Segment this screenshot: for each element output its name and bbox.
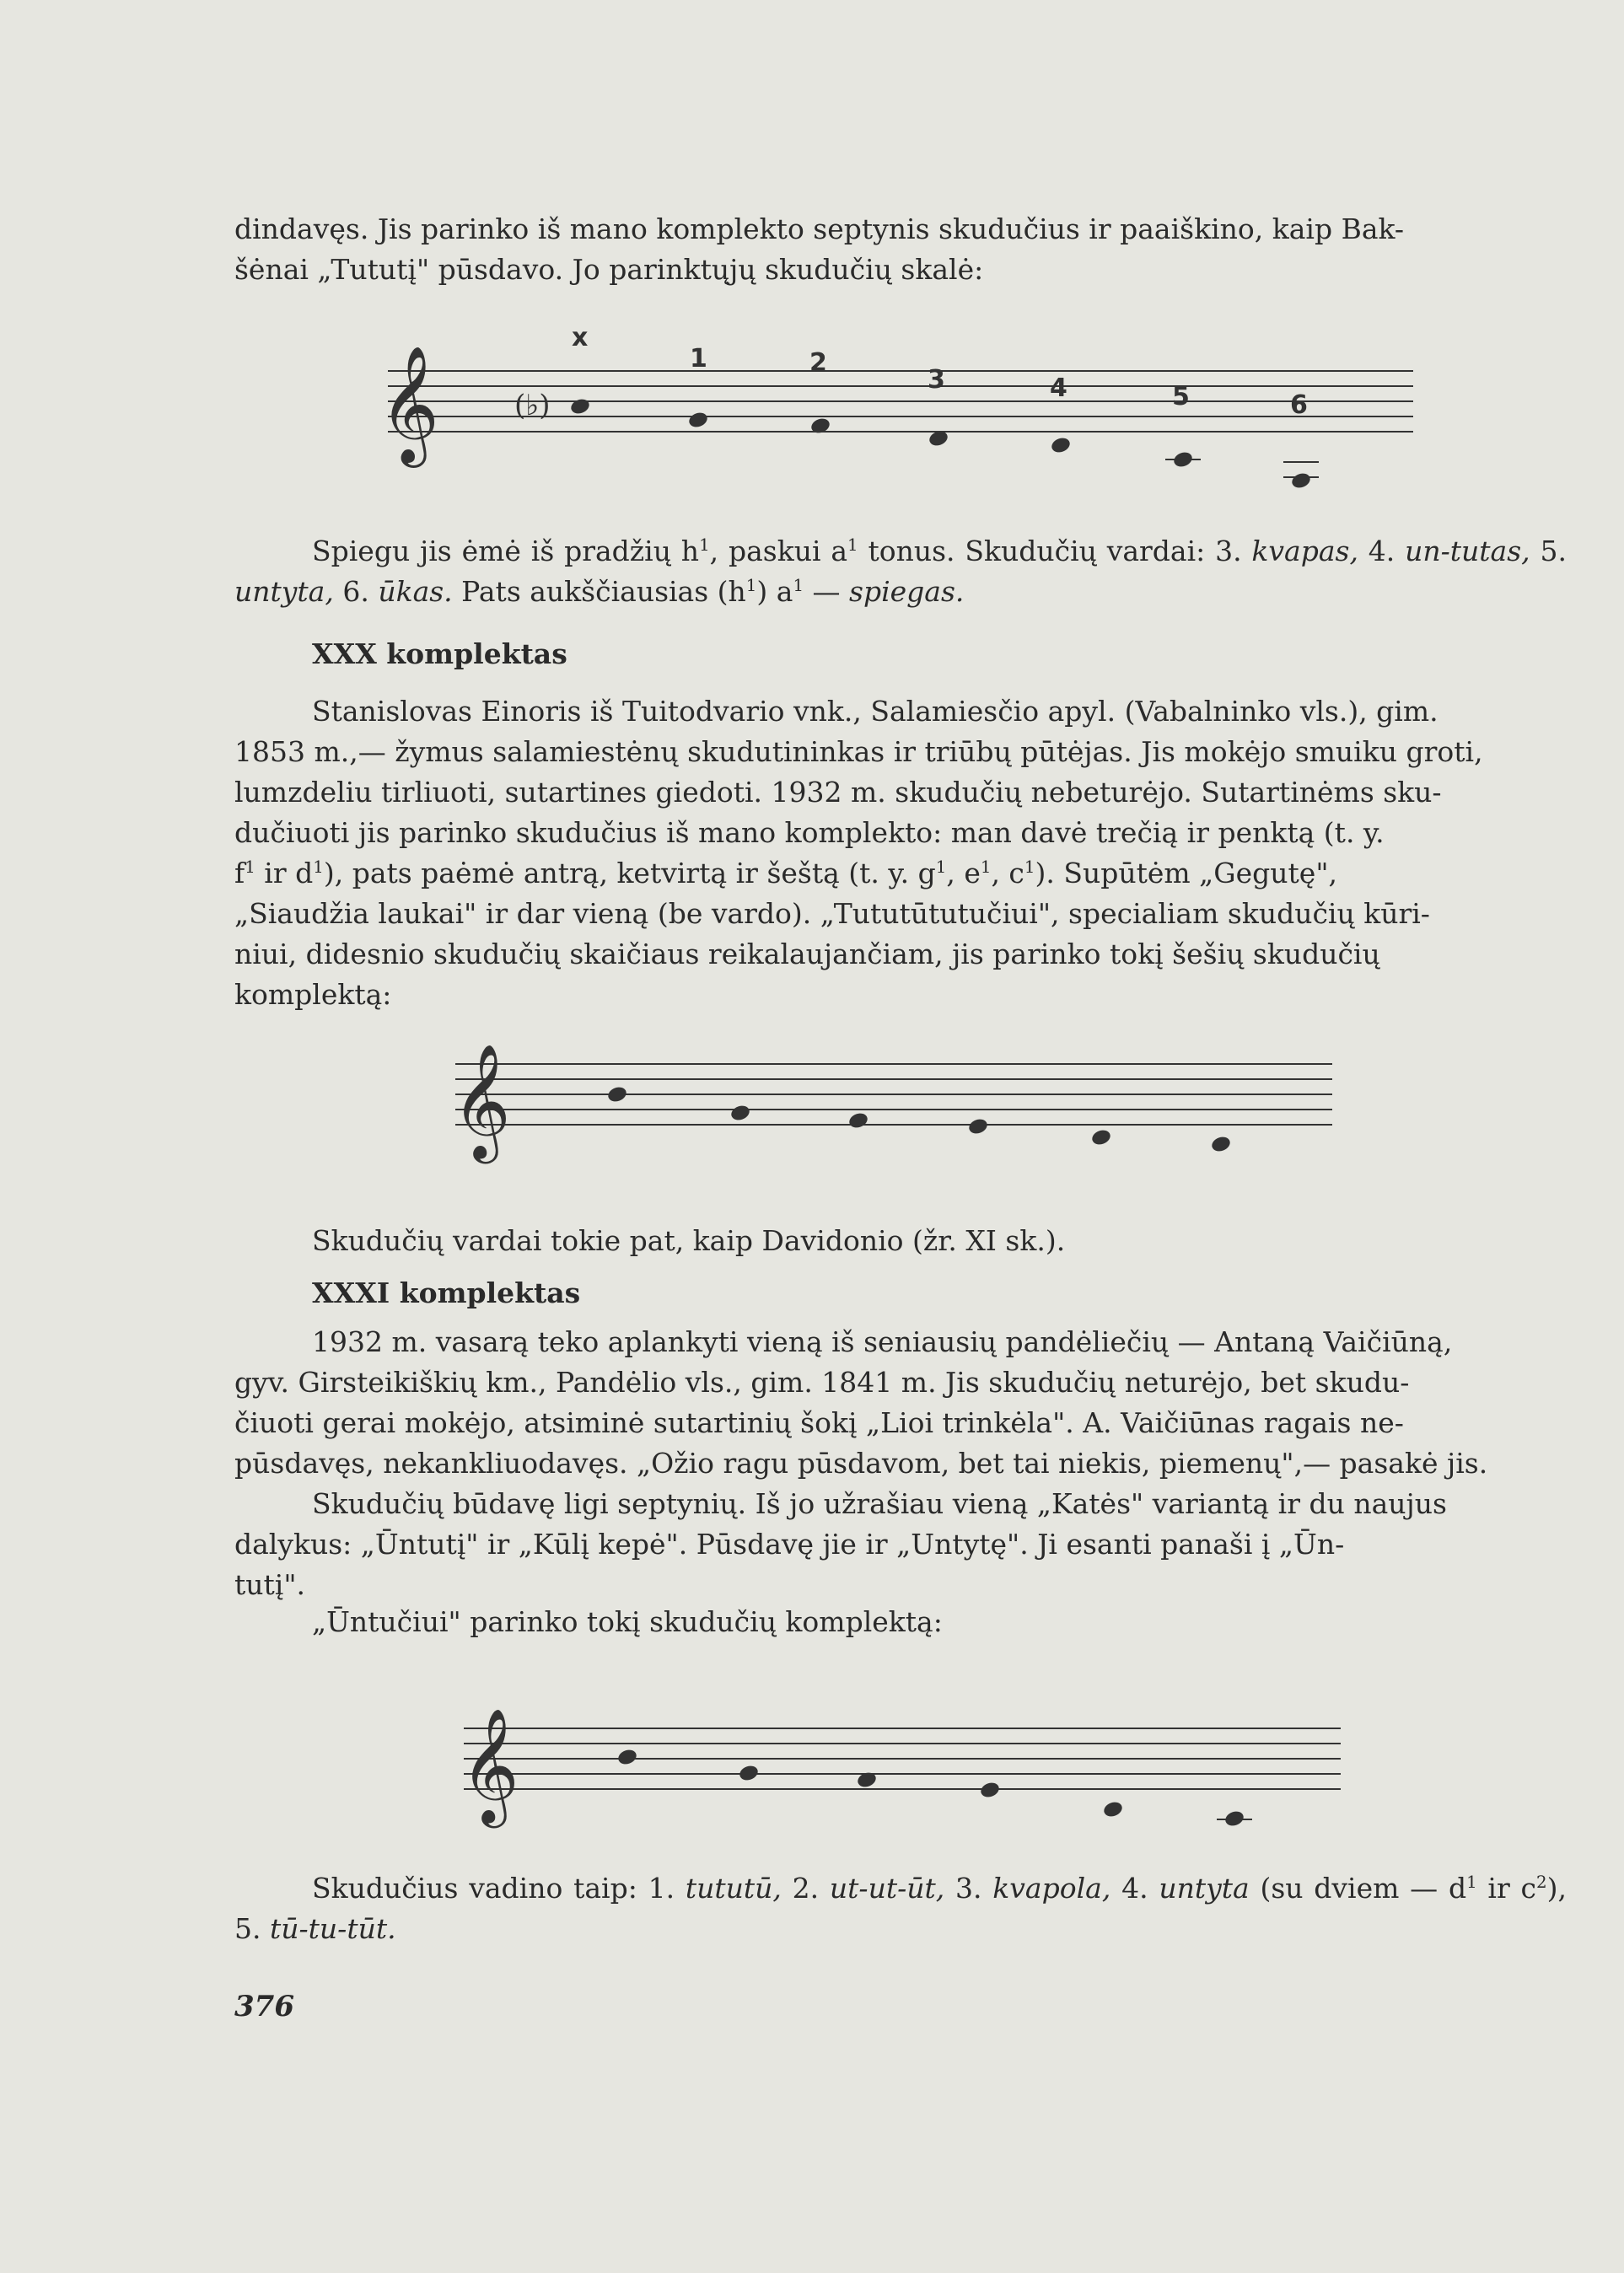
note-mark: 5 (1172, 382, 1190, 411)
superscript: 1 (699, 535, 710, 555)
text-run: ) a (756, 575, 793, 608)
text-run: 5. (1530, 535, 1567, 567)
text-line: 1853 m.,— žymus salamiestėnų skudutininkas ir triūbų pūtėjas. Jis mokėjo smuiku groti, (234, 735, 1483, 768)
note (616, 1748, 638, 1767)
paragraph-untuciui: „Ūntučiui" parinko tokį skudučių komplektą: (312, 1605, 943, 1638)
paragraph-spiegas (234, 531, 1567, 612)
paragraph-vardai (234, 1868, 1567, 1949)
note-mark: 3 (928, 365, 945, 395)
text-run: (su dviem — d (1249, 1872, 1467, 1905)
treble-clef-icon: 𝄞 (452, 1042, 511, 1158)
paragraph-davidonio: Skudučių vardai tokie pat, kaip Davidonio (žr. XI sk.). (312, 1224, 1066, 1257)
text-line: dučiuoti jis parinko skudučius iš mano komplekto: man davė trečią ir penktą (t. y. (234, 816, 1385, 849)
text-line: lumzdeliu tirliuoti, sutartines giedoti. 1932 m. skudučių nebeturėjo. Sutartinėms sku- (234, 776, 1442, 809)
text-run: 3. (944, 1872, 993, 1905)
superscript: 1 (847, 535, 858, 555)
text-run: 2. (781, 1872, 830, 1905)
note (979, 1781, 1001, 1800)
treble-clef-icon: 𝄞 (379, 346, 439, 463)
text-line: tutį". (234, 1568, 305, 1601)
note (1210, 1135, 1232, 1154)
music-staff-2 (447, 1037, 1341, 1172)
note-mark: x (572, 323, 589, 352)
note (1050, 436, 1072, 455)
music-staff-1 (371, 320, 1417, 497)
italic-term: kvapola, (992, 1872, 1111, 1905)
superscript: 1 (935, 857, 947, 877)
text-line: dalykus: „Ūntutį" ir „Kūlį kepė". Pūsdavę jie ir „Untytę". Ji esanti panaši į „Ūn- (234, 1528, 1345, 1561)
section-heading-xxxi: XXXI komplektas (312, 1276, 581, 1309)
text-line: gyv. Girsteikiškių km., Pandėlio vls., gim. 1841 m. Jis skudučių neturėjo, bet skudu- (234, 1366, 1410, 1399)
note (729, 1104, 751, 1123)
text-run: ), pats paėmė antrą, ketvirtą ir šeštą (t. y. g (323, 857, 936, 889)
superscript: 1 (245, 857, 255, 877)
italic-term: ūkas. (378, 575, 453, 608)
superscript: 1 (745, 576, 757, 595)
text-run: ir c (1476, 1872, 1537, 1905)
superscript: 1 (1024, 857, 1035, 877)
note (738, 1764, 760, 1783)
superscript: 2 (1536, 1873, 1547, 1892)
italic-term: kvapas, (1251, 535, 1358, 567)
flat-paren-mark: (♭) (514, 389, 551, 422)
text-run: f (234, 857, 245, 889)
text-line: šėnai „Tututį" pūsdavo. Jo parinktųjų skudučių skalė: (234, 253, 984, 286)
note (967, 1117, 989, 1136)
text-run: Skudučius vadino taip: 1. (312, 1872, 686, 1905)
section-heading-xxx: XXX komplektas (312, 637, 567, 670)
note (847, 1111, 869, 1131)
text-run: , paskui a (709, 535, 848, 567)
note (1090, 1128, 1112, 1147)
text-line (234, 853, 1567, 894)
italic-term: untyta (1159, 1872, 1250, 1905)
text-line: 1932 m. vasarą teko aplankyti vieną iš seniausių pandėliečių — Antaną Vaičiūną, (312, 1325, 1453, 1358)
italic-term: spiegas. (849, 575, 965, 608)
paragraph-vaiciunas (234, 1322, 1567, 1484)
note (606, 1085, 628, 1104)
text-line: čiuoti gerai mokėjo, atsiminė sutartinių šokį „Lioi trinkėla". A. Vaičiūnas ragais ne- (234, 1406, 1404, 1439)
note-mark: 1 (690, 344, 707, 373)
note-mark: 4 (1050, 373, 1067, 403)
paragraph-septyniu (234, 1484, 1567, 1605)
italic-term: ut-ut-ūt, (829, 1872, 945, 1905)
music-staff-3 (455, 1703, 1349, 1846)
italic-term: un-tutas, (1405, 535, 1530, 567)
text-run: 4. (1358, 535, 1406, 567)
superscript: 1 (313, 857, 324, 877)
text-run: Pats aukščiausias (h (452, 575, 746, 608)
text-run: Spiegu jis ėmė iš pradžių h (312, 535, 700, 567)
text-run: tonus. Skudučių vardai: 3. (858, 535, 1252, 567)
text-run: — (804, 575, 850, 608)
text-line: Stanislovas Einoris iš Tuitodvario vnk., Salamiesčio apyl. (Vabalninko vls.), gim. (312, 695, 1438, 728)
text-run: 4. (1110, 1872, 1159, 1905)
text-run: ). Supūtėm „Gegutę", (1035, 857, 1338, 889)
text-line: Skudučių būdavę ligi septynių. Iš jo užrašiau vieną „Katės" variantą ir du naujus (312, 1487, 1447, 1520)
text-line: niui, didesnio skudučių skaičiaus reikalaujančiam, jis parinko tokį šešių skudučių (234, 938, 1380, 970)
superscript: 1 (793, 576, 804, 595)
note (1290, 471, 1312, 491)
text-line: dindavęs. Jis parinko iš mano komplekto septynis skudučius ir paaiškino, kaip Bak- (234, 212, 1405, 245)
text-line: komplektą: (234, 978, 392, 1011)
text-run: ), 5. (234, 1872, 1567, 1945)
superscript: 1 (980, 857, 992, 877)
superscript: 1 (1466, 1873, 1477, 1892)
text-run: 6. (333, 575, 379, 608)
text-line: „Siaudžia laukai" ir dar vieną (be vardo). „Tututūtutučiui", specialiam skudučių kūri- (234, 897, 1430, 930)
text-line: pūsdavęs, nekankliuodavęs. „Ožio ragu pūsdavom, bet tai niekis, piemenų",— pasakė jis. (234, 1447, 1488, 1480)
note (687, 411, 709, 430)
paragraph-intro (234, 209, 1567, 290)
note (569, 397, 591, 416)
text-run: , e (946, 857, 981, 889)
note-mark: 2 (809, 348, 827, 378)
italic-term: tututū, (685, 1872, 782, 1905)
note-mark: 6 (1290, 390, 1308, 420)
italic-term: untyta, (234, 575, 334, 608)
treble-clef-icon: 𝄞 (460, 1706, 519, 1823)
page-number: 376 (234, 1990, 294, 2023)
paragraph-einoris (234, 691, 1567, 1015)
text-run: ir d (255, 857, 314, 889)
note (1102, 1800, 1124, 1819)
text-run: , c (991, 857, 1024, 889)
italic-term: tū-tu-tūt. (269, 1912, 396, 1945)
